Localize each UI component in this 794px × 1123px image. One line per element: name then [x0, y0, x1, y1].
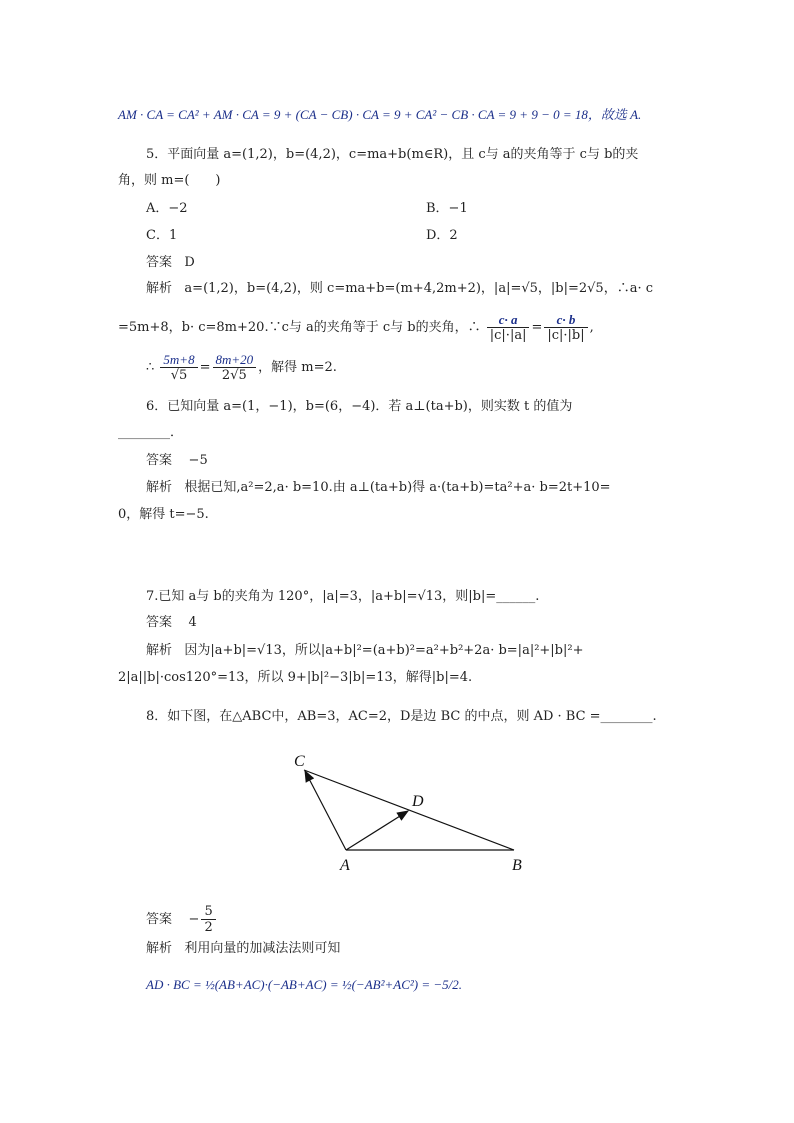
fraction-denominator: 2	[204, 920, 213, 935]
fraction-numerator: 5	[201, 904, 215, 920]
q5-fraction-ca	[487, 312, 530, 343]
q5-option-c-label: C．1	[146, 228, 178, 243]
vector-ac	[305, 771, 346, 850]
label-c: C	[294, 753, 305, 770]
q5-option-a	[146, 200, 188, 218]
q5-answer-line	[146, 254, 195, 272]
q5-stem-text-2: 角，则 m=( )	[118, 173, 221, 188]
q8-stem-line	[146, 708, 657, 726]
q7-stem-text: 已知 a与 b的夹角为 120°，|a|=3，|a+b|=√13，则|b|=______.	[158, 589, 540, 604]
q6-answer-line	[146, 452, 208, 470]
therefore-symbol: ∴	[146, 360, 155, 375]
q4-tail-expression: AM · CA = CA² + AM · CA = 9 + (CA − CB) · CA = 9 + CA² − CB · CA = 9 + 9 − 0 = 18，故选 A.	[118, 107, 642, 122]
fraction-denominator: √5	[170, 368, 188, 383]
q6-analysis-line2	[118, 506, 209, 524]
q5-answer-value: D	[184, 255, 195, 270]
q7-answer-line	[146, 614, 197, 632]
fraction-numerator: c· a	[487, 312, 530, 328]
analysis-label: 解析	[146, 480, 173, 495]
analysis-label: 解析	[146, 281, 173, 296]
q6-answer-blank: ________．	[118, 425, 184, 440]
analysis-label: 解析	[146, 643, 173, 658]
q8-answer-fraction	[201, 904, 215, 935]
q5-analysis-text-1: a=(1,2)，b=(4,2)，则 c=ma+b=(m+4,2m+2)，|a|=√5，|b|=2√5，∴a· c	[184, 281, 653, 296]
q5-analysis-line1	[146, 280, 653, 298]
q8-analysis-line1	[146, 940, 340, 958]
q7-analysis-text-2: 2|a||b|·cos120°=13，所以 9+|b|²−3|b|=13，解得|b|=4.	[118, 670, 473, 685]
answer-label: 答案	[146, 615, 173, 630]
q5-analysis-line2: =5m+8，b· c=8m+20.∵c与 a的夹角等于 c与 b的夹角，∴ $\frac{c\cdot a}{|c|\cdot|a|}$ = $\frac{c\cdot b}{|c|\cdot|b|}$ ,	[118, 312, 594, 343]
q8-number: 8．	[146, 709, 168, 724]
fraction-numerator: 8m+20	[213, 352, 257, 368]
q6-stem-line1	[146, 398, 572, 416]
q7-analysis-text-1: 因为|a+b|=√13，所以|a+b|²=(a+b)²=a²+b²+2a· b=|a|²+|b|²+	[184, 643, 584, 658]
q7-analysis-line2	[118, 669, 472, 687]
q6-analysis-text-1: 根据已知,a²=2,a· b=10.由 a⊥(ta+b)得 a·(ta+b)=ta²+a· b=2t+10=	[184, 480, 611, 495]
q6-number: 6．	[146, 399, 168, 414]
q6-answer-value: −5	[188, 453, 208, 468]
q6-stem-text-1: 已知向量 a=(1，−1)，b=(6，−4)．若 a⊥(ta+b)，则实数 t 的值为	[167, 399, 573, 414]
fraction-numerator: c· b	[544, 312, 587, 328]
q5-option-d	[426, 227, 458, 245]
q5-analysis-text-2: =5m+8，b· c=8m+20.∵c与 a的夹角等于 c与 b的夹角，∴	[118, 320, 481, 335]
q7-stem-line	[146, 588, 539, 606]
triangle-figure	[284, 744, 536, 884]
q5-analysis-conclusion: ，解得 m=2.	[258, 360, 337, 375]
q5-stem-text-1: 平面向量 a=(1,2)，b=(4,2)，c=ma+b(m∈R)，且 c与 a的夹角等于 c与 b的夹	[167, 147, 639, 162]
segment-bc	[304, 770, 514, 850]
analysis-label: 解析	[146, 941, 173, 956]
q5-stem-line2	[118, 172, 221, 190]
q8-analysis-text-1: 利用向量的加减法法则可知	[184, 941, 341, 956]
q7-analysis-line1	[146, 642, 584, 660]
q7-number: 7.	[146, 589, 159, 604]
answer-label: 答案	[146, 453, 173, 468]
q5-stem-line1	[146, 146, 638, 164]
q5-fraction-cb	[544, 312, 587, 343]
fraction-denominator: |c|·|b|	[547, 328, 585, 343]
q6-stem-line2	[118, 424, 183, 442]
q6-analysis-text-2: 0，解得 t=−5.	[118, 507, 209, 522]
q6-analysis-line1	[146, 479, 611, 497]
q5-analysis-line3: ∴ $\frac{5m+8}{√5}$ = $\frac{8m+20}{2√5}$ ，解得 m=2.	[146, 352, 337, 383]
fraction-denominator: |c|·|a|	[489, 328, 527, 343]
q8-analysis-line2	[146, 976, 462, 995]
q8-stem-text: 如下图，在△ABC中，AB=3，AC=2，D是边 BC 的中点，则 AD · BC =________.	[167, 709, 657, 724]
q5-option-a-label: A．−2	[146, 201, 188, 216]
fraction-denominator: 2√5	[221, 368, 247, 383]
q4-tail-line	[118, 106, 641, 125]
q5-option-b-label: B．−1	[426, 201, 468, 216]
q5-fraction-right	[213, 352, 257, 383]
q5-option-d-label: D．2	[426, 228, 458, 243]
q5-fraction-left	[160, 352, 197, 383]
q5-option-c	[146, 227, 177, 245]
q8-answer-line	[146, 904, 218, 935]
label-b: B	[512, 857, 522, 874]
q8-analysis-text-2: AD · BC = ½(AB+AC)·(−AB+AC) = ½(−AB²+AC²) = −5/2.	[146, 977, 463, 992]
label-a: A	[340, 857, 350, 874]
q5-option-b	[426, 200, 468, 218]
answer-label: 答案	[146, 912, 173, 927]
q8-answer-sign: −	[188, 912, 200, 927]
fraction-numerator: 5m+8	[160, 352, 197, 368]
q5-number: 5．	[146, 147, 168, 162]
q7-answer-value: 4	[188, 615, 197, 630]
answer-label: 答案	[146, 255, 173, 270]
label-d: D	[412, 793, 424, 810]
vector-ad	[346, 811, 408, 850]
